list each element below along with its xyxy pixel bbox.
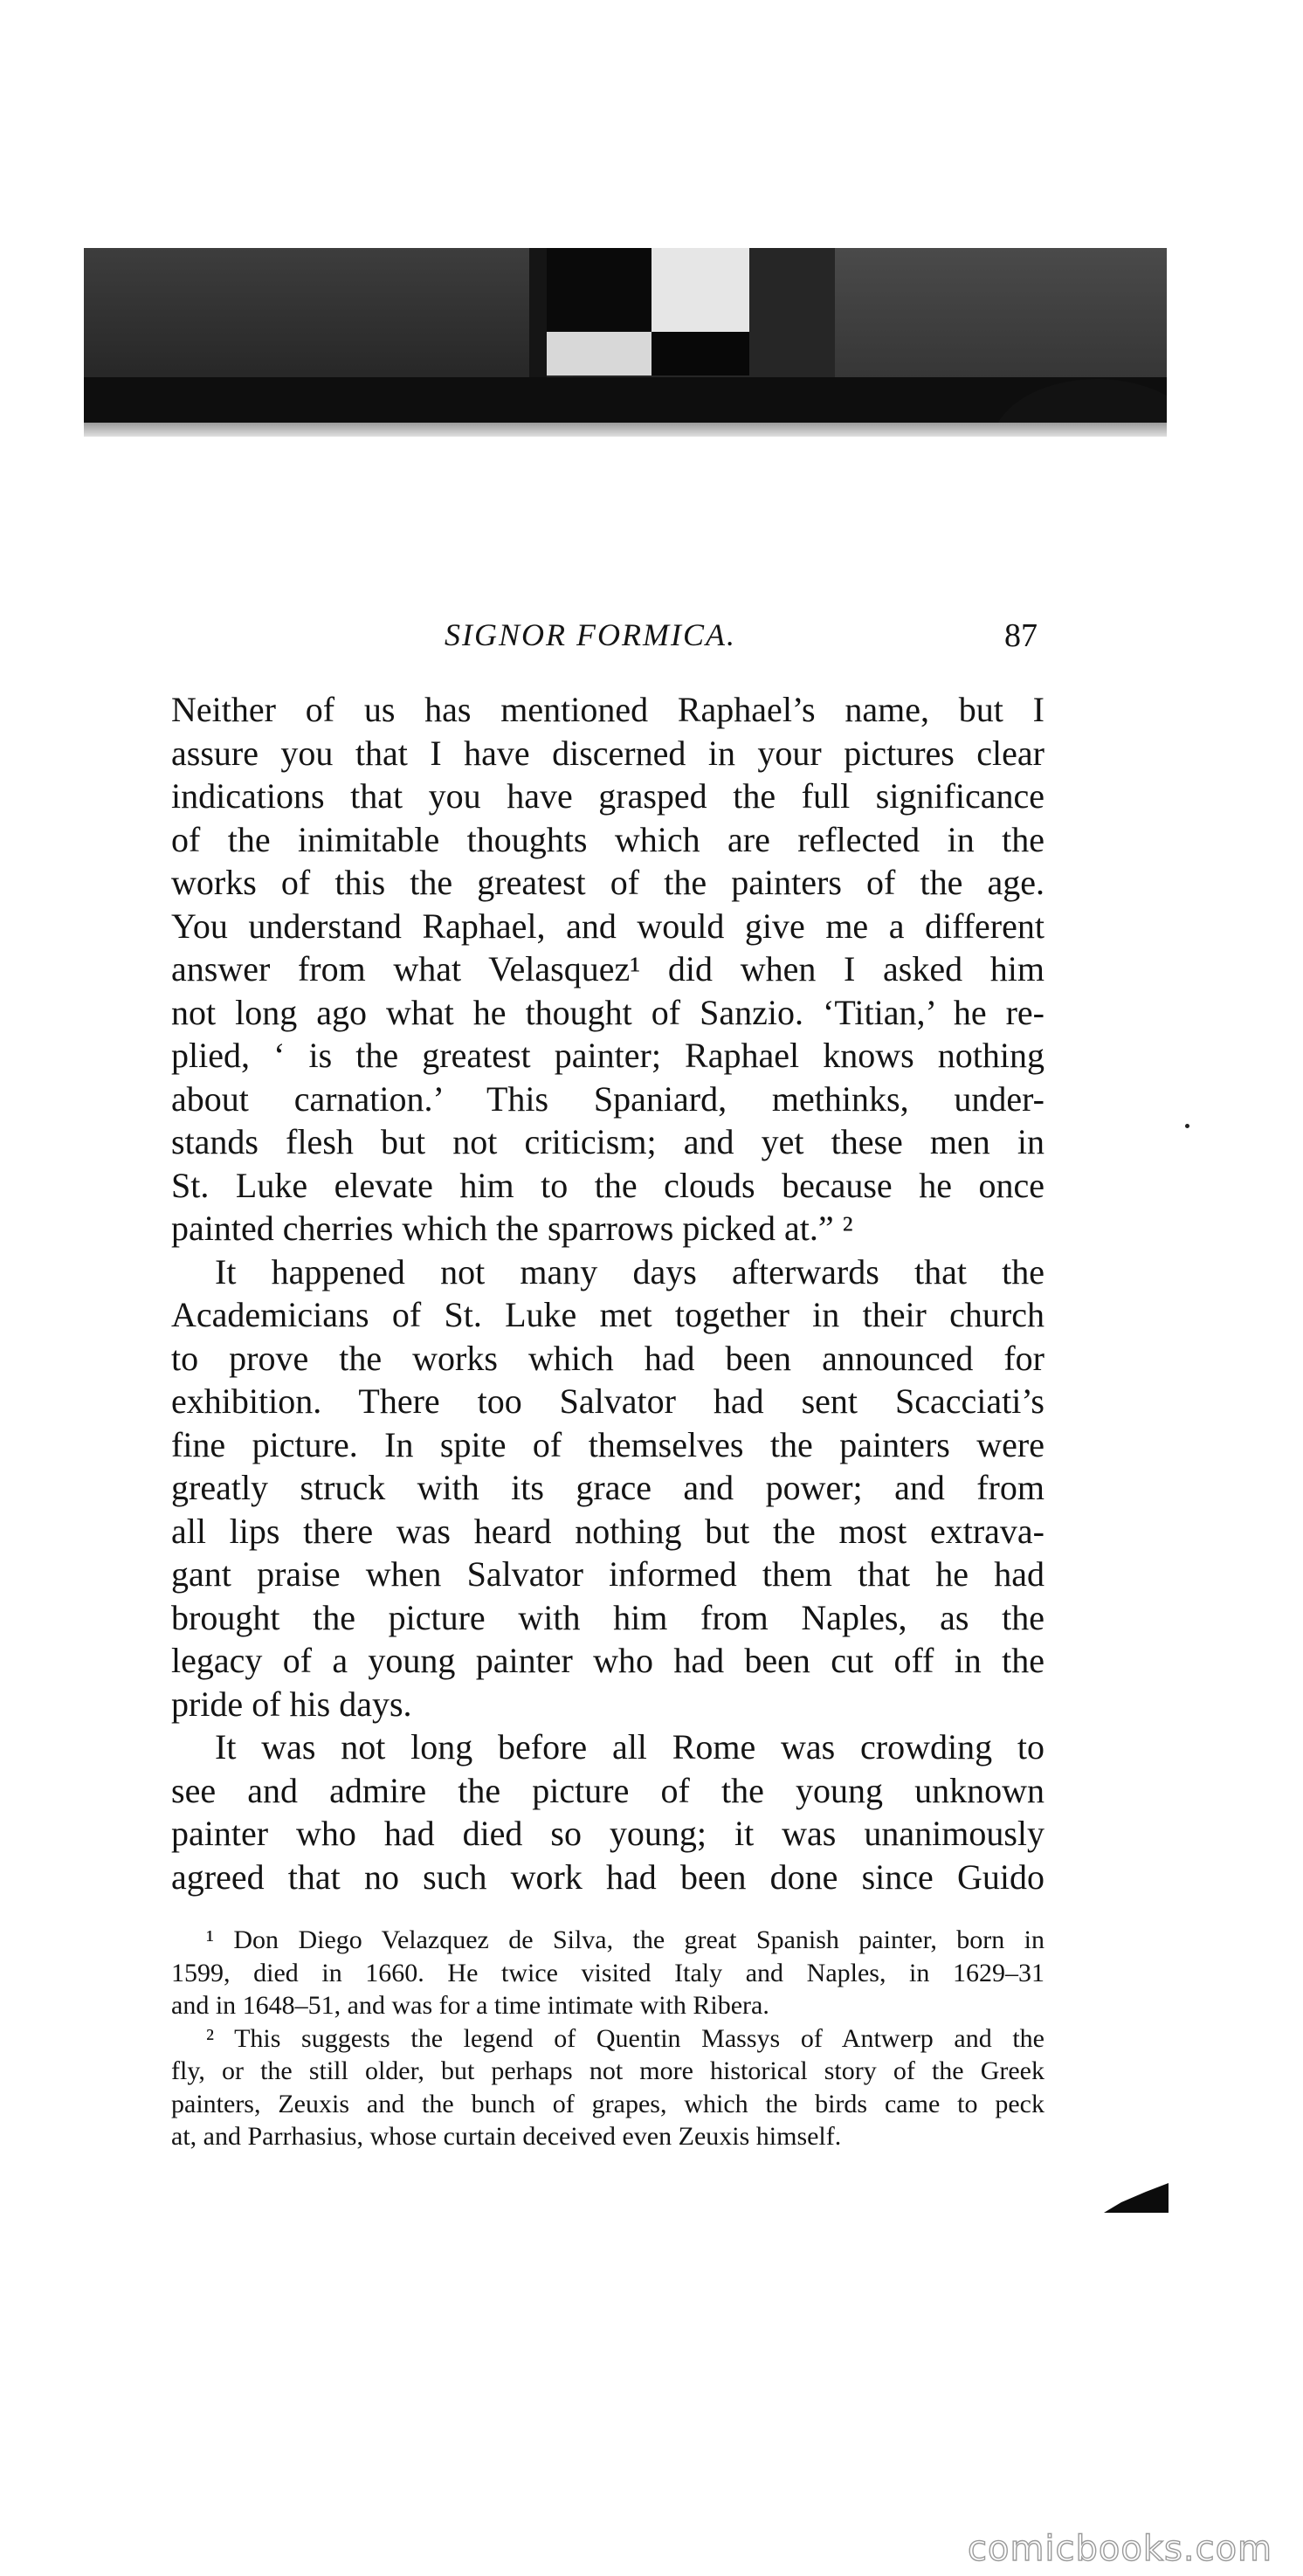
illustration-checker-black-lower (652, 332, 749, 375)
body-line: You understand Raphael, and would give me a different (171, 906, 1044, 946)
body-line: St. Luke elevate him to the clouds because he once (171, 1165, 1044, 1205)
margin-speck (1185, 1124, 1189, 1128)
footnote-line: painters, Zeuxis and the bunch of grapes, which the birds came to peck (171, 2089, 1044, 2118)
top-illustration-fragment (84, 248, 1167, 437)
footnote-line: and in 1648–51, and was for a time intimate with Ribera. (171, 1991, 769, 2020)
footnote-line: ² This suggests the legend of Quentin Massys of Antwerp and the (206, 2023, 1044, 2053)
body-line: painter who had died so young; it was unanimously (171, 1814, 1044, 1853)
body-line: agreed that no such work had been done since Guido (171, 1856, 1044, 1897)
illustration-checker-white-lower (547, 332, 652, 375)
body-line: works of this the greatest of the painters of the age. (171, 863, 1044, 902)
body-text (171, 688, 1044, 1898)
body-line: gant praise when Salvator informed them that he had (171, 1554, 1044, 1594)
body-line: about carnation.’ This Spaniard, methinks, under- (171, 1078, 1044, 1119)
body-line: Neither of us has mentioned Raphael’s name, but I (171, 690, 1044, 729)
page-corner-mark (1104, 2183, 1169, 2213)
body-line: plied, ‘ is the greatest painter; Raphael knows nothing (171, 1036, 1044, 1075)
body-line: brought the picture with him from Naples, as the (171, 1597, 1044, 1637)
body-line: all lips there was heard nothing but the most extrava- (171, 1511, 1044, 1551)
footnote-line: 1599, died in 1660. He twice visited Italy and Naples, in 1629–31 (171, 1958, 1044, 1987)
body-line: of the inimitable thoughts which are reflected in the (171, 819, 1044, 859)
body-line: to prove the works which had been announced for (171, 1338, 1044, 1378)
body-line: stands flesh but not criticism; and yet these men in (171, 1122, 1044, 1161)
page-number: 87 (1004, 617, 1038, 654)
body-line: greatly struck with its grace and power; and from (171, 1468, 1044, 1507)
body-line: fine picture. In spite of themselves the painters were (171, 1424, 1044, 1464)
body-line: It was not long before all Rome was crowding to (215, 1727, 1044, 1767)
watermark: comicbooks.com (968, 2529, 1273, 2569)
body-line: see and admire the picture of the young unknown (171, 1770, 1044, 1810)
body-line: not long ago what he thought of Sanzio. ‘Titian,’ he re- (171, 992, 1044, 1032)
running-head (171, 611, 1044, 664)
body-line: assure you that I have discerned in your pictures clear (171, 733, 1044, 773)
footnote-line: ¹ Don Diego Velazquez de Silva, the great Spanish painter, born in (206, 1925, 1044, 1954)
body-line: pride of his days. (171, 1684, 412, 1724)
footnote-line: fly, or the still older, but perhaps not more historical story of the Greek (171, 2056, 1044, 2085)
body-line: painted cherries which the sparrows picked at.” ² (171, 1209, 853, 1248)
footnote-line: at, and Parrhasius, whose curtain deceived even Zeuxis himself. (171, 2122, 842, 2151)
illustration-checker-black (547, 248, 652, 332)
illustration-checker-white (652, 248, 749, 332)
body-line: It happened not many days afterwards that the (215, 1251, 1044, 1291)
running-title: SIGNOR FORMICA. (445, 617, 736, 652)
footnotes (171, 1924, 1044, 2153)
illustration-bottom-edge (84, 423, 1167, 437)
illustration-post (529, 248, 547, 379)
body-line: exhibition. There too Salvator had sent Scacciati’s (171, 1381, 1044, 1421)
body-line: indications that you have grasped the full significance (171, 776, 1044, 816)
body-line: answer from what Velasquez¹ did when I asked him (171, 949, 1044, 988)
body-line: Academicians of St. Luke met together in their church (171, 1295, 1044, 1334)
body-line: legacy of a young painter who had been cut off in the (171, 1641, 1044, 1680)
